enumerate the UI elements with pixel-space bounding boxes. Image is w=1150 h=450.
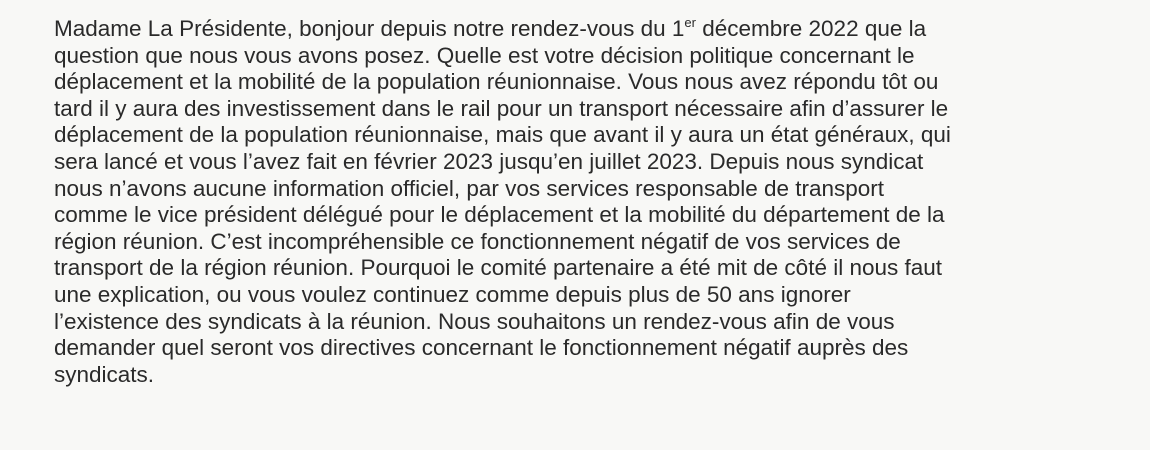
text-line-9: région réunion. C’est incompréhensible ce fonctionnement négatif de vos services de: [54, 228, 901, 254]
text-line-8: comme le vice président délégué pour le déplacement et la mobilité du département de la: [54, 202, 945, 228]
text-line-6: sera lancé et vous l’avez fait en février 2023 jusqu’en juillet 2023. Depuis nous syndicat: [54, 148, 924, 174]
text-line-3: déplacement et la mobilité de la population réunionnaise. Vous nous avez répondu tôt ou: [54, 69, 939, 95]
text-line-10: transport de la région réunion. Pourquoi le comité partenaire a été mit de côté il nous faut: [54, 255, 943, 281]
text-line-7: nous n’avons aucune information officiel, par vos services responsable de transport: [54, 175, 885, 201]
text-line-2: question que nous vous avons posez. Quelle est votre décision politique concernant le: [54, 42, 915, 68]
text-line-11: une explication, ou vous voulez continuez comme depuis plus de 50 ans ignorer: [54, 281, 851, 307]
ordinal-superscript: er: [684, 15, 696, 30]
text-line-14: syndicats.: [54, 361, 155, 387]
text-line-5: déplacement de la population réunionnaise, mais que avant il y aura un état généraux, qui: [54, 122, 951, 148]
text-line-12: l’existence des syndicats à la réunion. Nous souhaitons un rendez-vous afin de vous: [54, 308, 895, 334]
text-line-1: [54, 16, 1114, 43]
text-line-4: tard il y aura des investissement dans le rail pour un transport nécessaire afin d’assurer le: [54, 95, 949, 121]
text-line-1-start: Madame La Présidente, bonjour depuis notre rendez-vous du 1: [54, 16, 685, 41]
text-line-13: demander quel seront vos directives concernant le fonctionnement négatif auprès des: [54, 335, 909, 361]
text-line-1-end: décembre 2022 que la: [695, 16, 927, 41]
letter-body: [54, 16, 1114, 388]
